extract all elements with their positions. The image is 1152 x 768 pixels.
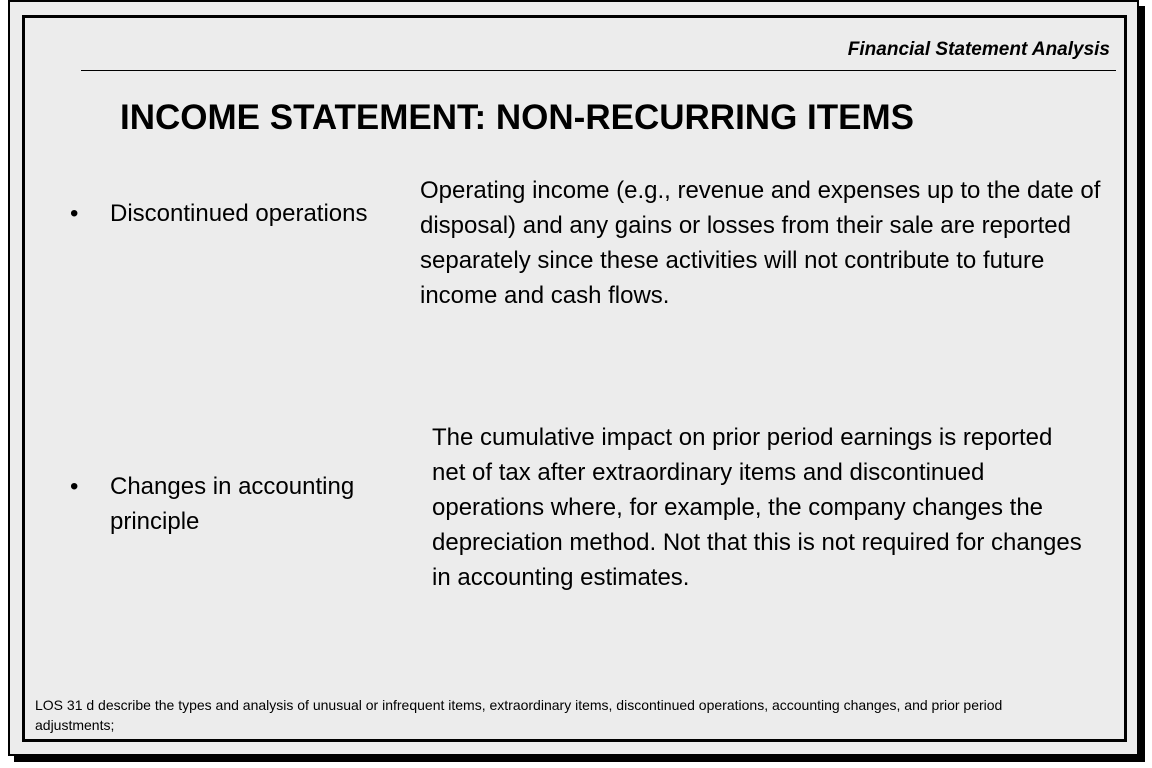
learning-outcome-statement: LOS 31 d describe the types and analysis of unusual or infrequent items, extraordinary items, discontinued operations, accounting changes, and prior period adjustments; (35, 697, 1003, 733)
description-discontinued-operations: Operating income (e.g., revenue and expenses up to the date of disposal) and any gains or losses from their sale are reported separately since these activities will not contribute to future income and cash flows. (420, 177, 1101, 309)
bullet-dot: • (70, 473, 79, 500)
description-changes-in-accounting-principle: The cumulative impact on prior period earnings is reported net of tax after extraordinary items and discontinued operations where, for example, the company changes the depreciation method. Not that this is not required for changes in accounting estimates. (432, 424, 1082, 591)
slide-content (22, 15, 1127, 742)
header-divider (81, 70, 1116, 71)
bullet-discontinued-operations (70, 196, 410, 231)
bullet-dot: • (70, 200, 79, 227)
slide-title: INCOME STATEMENT: NON-RECURRING ITEMS (120, 98, 914, 137)
slide-frame (8, 0, 1139, 756)
bullet-label: Discontinued operations (110, 200, 368, 227)
course-title: Financial Statement Analysis (847, 39, 1110, 60)
bullet-label: Changes in accounting principle (110, 473, 355, 535)
bullet-changes-in-accounting-principle (70, 469, 410, 539)
